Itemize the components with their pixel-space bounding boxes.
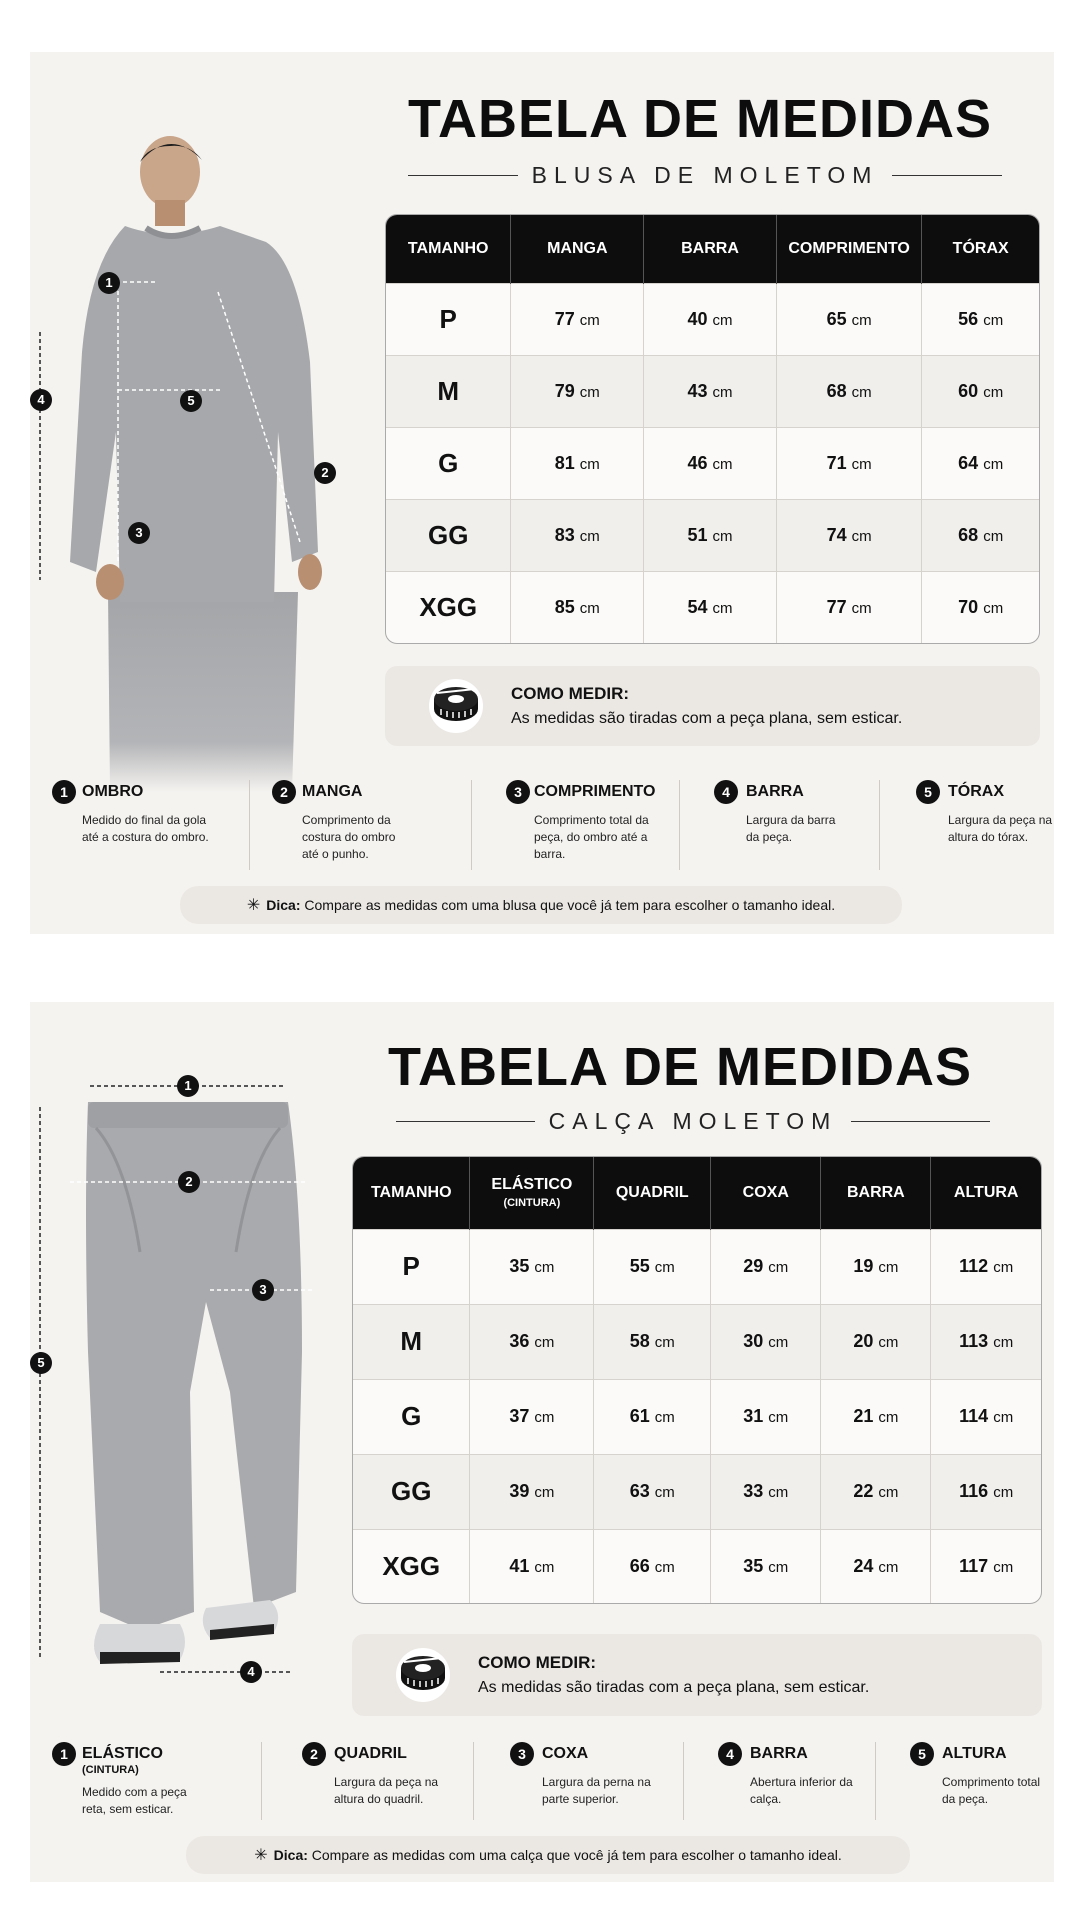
column-header: BARRA xyxy=(821,1157,931,1229)
table-row xyxy=(386,283,1039,355)
legend-number: 4 xyxy=(718,1742,742,1766)
measurement-unit: cm xyxy=(993,1484,1014,1502)
measurement-unit: cm xyxy=(993,1558,1014,1576)
size-table xyxy=(352,1156,1042,1604)
measurement-unit: cm xyxy=(654,1484,675,1502)
column-header: TÓRAX xyxy=(922,215,1039,283)
measurement-unit: cm xyxy=(878,1334,899,1352)
column-header: QUADRIL xyxy=(594,1157,711,1229)
column-header: TAMANHO xyxy=(353,1157,470,1229)
measurement-cell xyxy=(821,1304,931,1379)
subtitle-row xyxy=(396,1108,990,1135)
measurement-cell xyxy=(922,572,1039,643)
measurement-cell xyxy=(931,1304,1041,1379)
measurement-value: 21 xyxy=(853,1406,874,1427)
legend-number: 2 xyxy=(272,780,296,804)
measurement-unit: cm xyxy=(851,528,872,546)
measurement-unit: cm xyxy=(983,311,1004,329)
size-chart-blusa xyxy=(30,52,1054,934)
measurement-cell xyxy=(776,572,921,643)
sparkle-icon: ✳ xyxy=(254,1847,268,1864)
measurement-cell xyxy=(922,283,1039,355)
measurement-cell xyxy=(594,1529,711,1603)
measuring-tape-icon xyxy=(394,1646,452,1704)
measurement-unit: cm xyxy=(654,1558,675,1576)
measurement-value: 60 xyxy=(958,380,979,401)
measurement-cell xyxy=(931,1454,1041,1529)
column-header: COXA xyxy=(711,1157,821,1229)
measurement-value: 68 xyxy=(958,525,979,546)
table-row xyxy=(353,1529,1041,1603)
measurement-cell xyxy=(594,1454,711,1529)
legend-item-coxa xyxy=(474,1742,684,1820)
measurement-value: 68 xyxy=(826,380,847,401)
column-header: ALTURA xyxy=(931,1157,1041,1229)
measurement-value: 77 xyxy=(826,597,847,618)
sparkle-icon: ✳ xyxy=(246,897,261,914)
size-cell: P xyxy=(386,283,511,355)
measurement-unit: cm xyxy=(768,1259,789,1277)
measurement-unit: cm xyxy=(534,1409,555,1427)
measurement-value: 35 xyxy=(743,1555,764,1576)
size-cell: G xyxy=(353,1379,470,1454)
measurement-cell xyxy=(644,355,777,427)
tip-banner xyxy=(186,1836,910,1874)
legend-text: Comprimento total da peça. xyxy=(942,1775,1041,1806)
legend-number: 1 xyxy=(52,780,76,804)
size-table xyxy=(385,214,1040,644)
measurement-unit: cm xyxy=(851,600,872,618)
measurement-cell xyxy=(644,500,777,572)
measuring-tape-icon xyxy=(427,677,485,735)
column-header: BARRA xyxy=(644,215,777,283)
how-to-measure-text: As medidas são tiradas com a peça plana, sem esticar. xyxy=(478,1679,870,1696)
table-row xyxy=(353,1379,1041,1454)
marker-manga: 2 xyxy=(314,462,336,484)
size-cell: GG xyxy=(353,1454,470,1529)
legend-title: QUADRIL xyxy=(334,1745,407,1762)
measurement-value: 79 xyxy=(554,380,575,401)
table-row xyxy=(386,355,1039,427)
subtitle-row xyxy=(408,162,1002,189)
measurement-value: 31 xyxy=(743,1406,764,1427)
measurement-cell xyxy=(470,1454,594,1529)
page-title: TABELA DE MEDIDAS xyxy=(408,89,992,149)
table-row xyxy=(353,1454,1041,1529)
legend-text: Medido do final da gola até a costura do ombro. xyxy=(82,813,209,844)
measurement-value: 64 xyxy=(958,453,979,474)
measurement-unit: cm xyxy=(654,1334,675,1352)
legend-subtitle: (CINTURA) xyxy=(82,1764,139,1776)
measurement-value: 71 xyxy=(826,453,847,474)
measurement-cell xyxy=(511,283,644,355)
how-to-measure-box xyxy=(385,666,1040,746)
legend-number: 2 xyxy=(302,1742,326,1766)
measurement-legend xyxy=(50,780,1053,870)
marker-elastico: 1 xyxy=(177,1075,199,1097)
legend-title: ALTURA xyxy=(942,1745,1007,1762)
measurement-cell xyxy=(931,1379,1041,1454)
measurement-cell xyxy=(511,355,644,427)
tip-text: Compare as medidas com uma blusa que você já tem para escolher o tamanho ideal. xyxy=(304,897,836,913)
measurement-value: 24 xyxy=(853,1555,874,1576)
how-to-measure-title: COMO MEDIR: xyxy=(478,1653,597,1672)
measurement-cell xyxy=(594,1229,711,1304)
measurement-value: 113 xyxy=(959,1331,989,1352)
measurement-cell xyxy=(594,1379,711,1454)
measurement-unit: cm xyxy=(983,528,1004,546)
legend-title: COXA xyxy=(542,1745,589,1762)
measurement-unit: cm xyxy=(654,1259,675,1277)
legend-item-barra xyxy=(680,780,880,870)
measurement-value: 19 xyxy=(853,1256,874,1277)
measurement-legend xyxy=(50,1742,1050,1820)
table-header-row xyxy=(386,215,1039,283)
measurement-value: 70 xyxy=(958,597,979,618)
page-title: TABELA DE MEDIDAS xyxy=(388,1037,972,1097)
measurement-cell xyxy=(511,427,644,499)
measurement-cell xyxy=(644,283,777,355)
table-row xyxy=(386,572,1039,643)
size-cell: GG xyxy=(386,500,511,572)
measurement-cell xyxy=(821,1454,931,1529)
measurement-unit: cm xyxy=(851,311,872,329)
measurement-cell xyxy=(711,1454,821,1529)
measurement-unit: cm xyxy=(654,1409,675,1427)
legend-title: ELÁSTICO xyxy=(82,1745,163,1762)
legend-number: 1 xyxy=(52,1742,76,1766)
measurement-cell xyxy=(470,1529,594,1603)
measurement-cell xyxy=(922,355,1039,427)
garment-subtitle: CALÇA MOLETOM xyxy=(548,1108,838,1134)
legend-item-manga xyxy=(250,780,472,870)
sweatshirt-illustration xyxy=(30,132,370,792)
tip-label: Dica: xyxy=(266,897,301,913)
measurement-cell xyxy=(511,572,644,643)
measurement-cell xyxy=(470,1229,594,1304)
measurement-unit: cm xyxy=(768,1409,789,1427)
legend-text: Largura da peça na altura do tórax. xyxy=(948,813,1053,844)
legend-item-ombro xyxy=(50,780,250,870)
measurement-cell xyxy=(922,500,1039,572)
measurement-value: 56 xyxy=(958,308,979,329)
table-row xyxy=(386,427,1039,499)
legend-title: MANGA xyxy=(302,783,363,800)
measurement-cell xyxy=(821,1229,931,1304)
measurement-value: 112 xyxy=(959,1256,989,1277)
measurement-value: 116 xyxy=(959,1481,989,1502)
divider xyxy=(408,175,518,176)
measurement-cell xyxy=(776,355,921,427)
divider xyxy=(892,175,1002,176)
measurement-value: 37 xyxy=(509,1406,530,1427)
measurement-cell xyxy=(711,1304,821,1379)
table-row xyxy=(386,500,1039,572)
legend-title: BARRA xyxy=(746,783,804,800)
table-row xyxy=(353,1229,1041,1304)
measurement-unit: cm xyxy=(851,383,872,401)
legend-item-torax xyxy=(880,780,1053,870)
measurement-cell xyxy=(931,1529,1041,1603)
measurement-unit: cm xyxy=(579,311,600,329)
table-row xyxy=(353,1304,1041,1379)
size-chart-calca xyxy=(30,1002,1054,1882)
measurement-unit: cm xyxy=(534,1484,555,1502)
measurement-value: 65 xyxy=(826,308,847,329)
column-header-sub: (CINTURA) xyxy=(503,1197,561,1210)
measurement-unit: cm xyxy=(712,311,733,329)
measurement-unit: cm xyxy=(983,456,1004,474)
measurement-cell xyxy=(711,1379,821,1454)
column-header: MANGA xyxy=(511,215,644,283)
measurement-value: 58 xyxy=(629,1331,650,1352)
measurement-value: 114 xyxy=(959,1406,989,1427)
measurement-cell xyxy=(776,283,921,355)
measurement-unit: cm xyxy=(851,456,872,474)
measurement-unit: cm xyxy=(534,1259,555,1277)
legend-item-comprimento xyxy=(472,780,680,870)
measurement-unit: cm xyxy=(579,528,600,546)
measurement-value: 85 xyxy=(554,597,575,618)
column-header-label: ELÁSTICO xyxy=(491,1176,573,1194)
measurement-cell xyxy=(470,1304,594,1379)
marker-comprimento: 3 xyxy=(128,522,150,544)
measurement-value: 43 xyxy=(687,380,708,401)
measurement-value: 30 xyxy=(743,1331,764,1352)
measurement-unit: cm xyxy=(878,1409,899,1427)
measurement-cell xyxy=(644,427,777,499)
measurement-value: 77 xyxy=(554,308,575,329)
measurement-unit: cm xyxy=(878,1558,899,1576)
measurement-value: 117 xyxy=(959,1555,989,1576)
measurement-unit: cm xyxy=(993,1259,1014,1277)
legend-item-altura xyxy=(876,1742,1046,1820)
divider xyxy=(396,1121,535,1122)
measurement-unit: cm xyxy=(712,383,733,401)
legend-item-quadril xyxy=(262,1742,474,1820)
table-header-row xyxy=(353,1157,1041,1229)
measurement-unit: cm xyxy=(983,383,1004,401)
measurement-cell xyxy=(922,427,1039,499)
measurement-unit: cm xyxy=(579,600,600,618)
measurement-value: 46 xyxy=(687,453,708,474)
measurement-value: 41 xyxy=(509,1555,530,1576)
marker-altura: 5 xyxy=(30,1352,52,1374)
legend-item-barra xyxy=(684,1742,876,1820)
model-pants-image xyxy=(30,1052,350,1702)
measurement-value: 81 xyxy=(554,453,575,474)
legend-number: 5 xyxy=(910,1742,934,1766)
measurement-value: 74 xyxy=(826,525,847,546)
measurement-value: 61 xyxy=(629,1406,650,1427)
measurement-unit: cm xyxy=(712,528,733,546)
measurement-unit: cm xyxy=(768,1558,789,1576)
legend-number: 4 xyxy=(714,780,738,804)
measurement-unit: cm xyxy=(993,1334,1014,1352)
legend-text: Largura da peça na altura do quadril. xyxy=(334,1775,439,1806)
legend-text: Comprimento da costura do ombro até o punho. xyxy=(302,813,396,861)
measurement-value: 55 xyxy=(629,1256,650,1277)
tip-banner xyxy=(180,886,902,924)
measurement-cell xyxy=(470,1379,594,1454)
divider xyxy=(851,1121,990,1122)
measurement-value: 83 xyxy=(554,525,575,546)
marker-barra: 4 xyxy=(30,389,52,411)
measurement-unit: cm xyxy=(712,600,733,618)
marker-barra: 4 xyxy=(240,1661,262,1683)
measurement-unit: cm xyxy=(579,383,600,401)
measurement-unit: cm xyxy=(579,456,600,474)
marker-coxa: 3 xyxy=(252,1279,274,1301)
measurement-cell xyxy=(644,572,777,643)
legend-number: 3 xyxy=(510,1742,534,1766)
measurement-unit: cm xyxy=(534,1558,555,1576)
legend-number: 5 xyxy=(916,780,940,804)
measurement-value: 54 xyxy=(687,597,708,618)
size-cell: XGG xyxy=(386,572,511,643)
measurement-unit: cm xyxy=(712,456,733,474)
pants-illustration xyxy=(30,1052,350,1702)
legend-text: Abertura inferior da calça. xyxy=(750,1775,853,1806)
measurement-cell xyxy=(821,1379,931,1454)
measurement-unit: cm xyxy=(768,1484,789,1502)
legend-title: TÓRAX xyxy=(948,783,1004,800)
model-sweatshirt-image xyxy=(30,132,370,792)
measurement-cell xyxy=(776,500,921,572)
measurement-cell xyxy=(594,1304,711,1379)
measurement-value: 20 xyxy=(853,1331,874,1352)
measurement-value: 33 xyxy=(743,1481,764,1502)
tip-text: Compare as medidas com uma calça que você já tem para escolher o tamanho ideal. xyxy=(311,1847,842,1863)
column-header: COMPRIMENTO xyxy=(776,215,921,283)
measurement-value: 35 xyxy=(509,1256,530,1277)
measurement-cell xyxy=(511,500,644,572)
size-cell: M xyxy=(386,355,511,427)
tip-label: Dica: xyxy=(273,1847,308,1863)
marker-ombro: 1 xyxy=(98,272,120,294)
measurement-value: 29 xyxy=(743,1256,764,1277)
measurement-value: 22 xyxy=(853,1481,874,1502)
column-header xyxy=(470,1157,594,1229)
legend-item-elastico xyxy=(50,1742,262,1820)
size-cell: G xyxy=(386,427,511,499)
how-to-measure-box xyxy=(352,1634,1042,1716)
legend-text: Medido com a peça reta, sem esticar. xyxy=(82,1785,187,1816)
measurement-cell xyxy=(711,1529,821,1603)
marker-torax: 5 xyxy=(180,390,202,412)
measurement-unit: cm xyxy=(878,1259,899,1277)
measurement-unit: cm xyxy=(768,1334,789,1352)
column-header: TAMANHO xyxy=(386,215,511,283)
size-cell: XGG xyxy=(353,1529,470,1603)
how-to-measure-text: As medidas são tiradas com a peça plana, sem esticar. xyxy=(511,710,903,727)
how-to-measure-title: COMO MEDIR: xyxy=(511,684,630,703)
legend-title: BARRA xyxy=(750,1745,808,1762)
legend-text: Largura da perna na parte superior. xyxy=(542,1775,651,1806)
legend-text: Comprimento total da peça, do ombro até a barra. xyxy=(534,813,649,861)
measurement-unit: cm xyxy=(534,1334,555,1352)
measurement-unit: cm xyxy=(878,1484,899,1502)
measurement-unit: cm xyxy=(993,1409,1014,1427)
measurement-cell xyxy=(776,427,921,499)
marker-quadril: 2 xyxy=(178,1171,200,1193)
size-cell: P xyxy=(353,1229,470,1304)
legend-text: Largura da barra da peça. xyxy=(746,813,836,844)
garment-subtitle: BLUSA DE MOLETOM xyxy=(531,162,879,188)
size-cell: M xyxy=(353,1304,470,1379)
measurement-unit: cm xyxy=(983,600,1004,618)
measurement-cell xyxy=(711,1229,821,1304)
measurement-value: 63 xyxy=(629,1481,650,1502)
legend-title: OMBRO xyxy=(82,783,144,800)
measurement-value: 66 xyxy=(629,1555,650,1576)
measurement-value: 36 xyxy=(509,1331,530,1352)
measurement-value: 39 xyxy=(509,1481,530,1502)
measurement-value: 40 xyxy=(687,308,708,329)
legend-number: 3 xyxy=(506,780,530,804)
measurement-cell xyxy=(821,1529,931,1603)
measurement-value: 51 xyxy=(687,525,708,546)
legend-title: COMPRIMENTO xyxy=(534,783,656,800)
measurement-cell xyxy=(931,1229,1041,1304)
